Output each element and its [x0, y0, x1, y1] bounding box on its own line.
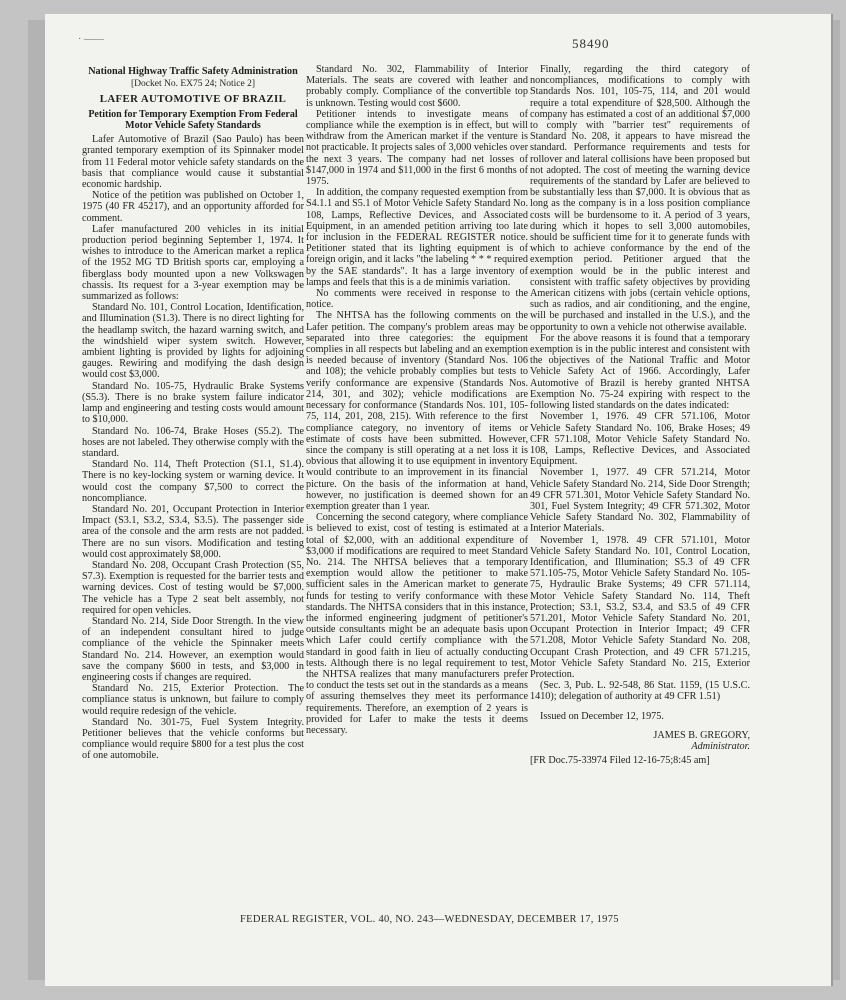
notice-subtitle: Petition for Temporary Exemption From Federal Motor Vehicle Safety Standards [88, 108, 298, 132]
paragraph: Standard No. 201, Occupant Protection in Interior Impact (S3.1, S3.2, S3.4, S3.5). The passenger side area of the console and the arm rests are not padded. There are no sun visors. Modification and testing would cost approximately $8,000. [82, 503, 304, 560]
paragraph: Notice of the petition was published on October 1, 1975 (40 FR 45217), and an opportunity afforded for comment. [82, 190, 304, 224]
column-1 [82, 64, 304, 762]
paragraph: Standard No. 101, Control Location, Identification, and Illumination (S1.3). There is no direct lighting for the headlamp switch, the hazard warning switch, and the windshield wiper system switch. However, ambient lighting is provided by lights for adjoining gauges. Rewiring and modifying the dash design would cost $3,000. [82, 302, 304, 381]
notice-title: LAFER AUTOMOTIVE OF BRAZIL [99, 92, 287, 105]
paragraph: November 1, 1978. 49 CFR 571.101, Motor Vehicle Safety Standard No. 101, Control Location, Identification, and Illumination; S5.3 of 49 CFR 571.105-75, Motor Vehicle Safety Standard No. 105-75, Hydraulic Brake Systems; 49 CFR 571.114, Motor Vehicle Safety Standard No. 114, Theft Protection; S3.1, S3.2, S3.4, and S3.5 of 49 CFR 571.201, Motor Vehicle Safety Standard No. 201, Occupant Protection in Interior Impact; 49 CFR 571.208, Motor Vehicle Safety Standard No. 208, Occupant Crash Protection, and 49 CFR 571.215, Motor Vehicle Safety Standard No. 215, Exterior Protection. [530, 534, 750, 680]
issued-date: Issued on December 12, 1975. [540, 710, 664, 722]
paragraph: Petitioner intends to investigate means of compliance while the exemption is in effect, but will withdraw from the American market if the venture is not practicable. It projects sales of 3,000 vehicles over the next 3 years. The company had net losses of $147,000 in 1974 and $11,000 in the first 6 months of 1975. [306, 108, 528, 188]
paragraph: In addition, the company requested exemption from S4.1.1 and S5.1 of Motor Vehicle Safety Standard No. 108, Lamps, Reflective Devices, and Associated Equipment, in an amended petition arriving too late for inclusion in the FEDERAL REGISTER notice. Petitioner stated that its lighting equipment is of foreign origin, and it lacks "the labeling * * * required by the SAE standards". It has a large inventory of lamps and feels that this is a de minimis variation. [306, 187, 528, 288]
paragraph: Standard No. 215, Exterior Protection. The compliance status is unknown, but failure to comply would require redesign of the vehicle. [82, 683, 304, 717]
docket-number: [Docket No. EX75 24; Notice 2] [131, 79, 255, 90]
paragraph: Standard No. 106-74, Brake Hoses (S5.2). The hoses are not labeled. They otherwise comply with the standard. [82, 425, 304, 459]
paragraph: Standard No. 214, Side Door Strength. In the view of an independent consultant hired to judge compliance of the vehicle the Spinnaker meets Standard No. 214. However, an exemption would save the company $600 in tests, and $3,000 in engineering costs if changes are required. [82, 615, 304, 683]
corner-mark: · —— [78, 34, 104, 45]
paragraph: Standard No. 105-75, Hydraulic Brake Systems (S5.3). There is no brake system failure indicator lamp and engineering and testing costs would amount to $10,000. [82, 380, 304, 426]
paragraph: Concerning the second category, where compliance is believed to exist, cost of testing is estimated at a total of $2,000, with an additional expenditure of $3,000 if modifications are required to meet Standard No. 214. The NHTSA believes that a temporary exemption would allow the petitioner to make sufficient sales in the American market to generate funds for testing to verify conformance with these standards. The NHTSA considers that in this instance, the informed engineering judgment of petitioner's outside consultants might be an adequate basis upon which Lafer could certify compliance with the standard in good faith in lieu of actually conducting tests. Although there is no legal requirement to test, the NHTSA realizes that many manufacturers prefer to conduct the tests set out in the standards as a means of assuring themselves they meet its performance requirements. Therefore, an exemption of 2 years is provided for Lafer to make the tests it deems necessary. [306, 512, 528, 736]
column-2 [306, 64, 528, 736]
page-footer: FEDERAL REGISTER, VOL. 40, NO. 243—WEDNESDAY, DECEMBER 17, 1975 [240, 914, 619, 925]
paragraph: No comments were received in response to the notice. [306, 288, 528, 311]
paragraph: Standard No. 208, Occupant Crash Protection (S5, S7.3). Exemption is requested for the barrier tests and warning devices. Cost of testing would be $7,000. The vehicle has a Type 2 seat belt assembly, not required for open vehicles. [82, 559, 304, 616]
fr-doc-number: [FR Doc.75-33974 Filed 12-16-75;8:45 am] [530, 755, 710, 767]
paragraph: November 1, 1977. 49 CFR 571.214, Motor Vehicle Safety Standard No. 214, Side Door Strength; 49 CFR 571.301, Motor Vehicle Safety Standard No. 301, Fuel System Integrity; 49 CFR 571.302, Motor Vehicle Safety Standard No. 302, Flammability of Interior Materials. [530, 467, 750, 535]
paragraph: Standard No. 302, Flammability of Interior Materials. The seats are covered with leather and probably comply. Compliance of the convertible top is unknown. Testing would cost $600. [306, 64, 528, 109]
paragraph: Lafer Automotive of Brazil (Sao Paulo) has been granted temporary exemption of its Spinnaker model from 11 Federal motor vehicle safety standards on the basis that compliance would cause it substantial economic hardship. [82, 134, 304, 191]
paragraph: November 1, 1976. 49 CFR 571.106, Motor Vehicle Safety Standard No. 106, Brake Hoses; 49 CFR 571.108, Motor Vehicle Safety Standard No. 108, Lamps, Reflective Devices, and Associated Equipment. [530, 411, 750, 468]
page-number: 58490 [572, 36, 610, 51]
paragraph: Standard No. 301-75, Fuel System Integrity. Petitioner believes that the vehicle conforms but compliance would require $800 for a test plus the cost of one automobile. [82, 716, 304, 762]
paragraph: The NHTSA has the following comments on the Lafer petition. The company's problem areas may be separated into three categories: the equipment complies in all respects but labeling and an exemption is needed because of inventory (Standard Nos. 106 and 108); the vehicle probably complies but tests to verify conformance are expensive (Standards Nos. 214, 301, and 302); vehicle modifications are necessary for conformance (Standards Nos. 101, 105-75, 114, 201, 208, 215). With reference to the first compliance category, no inventory of items or estimate of costs have been submitted. However, since the company is still operating at a net loss it is obvious that allowing it to use equipment in inventory would contribute to an improvement in its financial picture. On the basis of the information at hand, however, no justification is deemed shown for an exemption greater than 1 year. [306, 310, 528, 512]
agency-name: National Highway Traffic Safety Administration [88, 66, 298, 77]
column-3 [530, 64, 750, 766]
authority-citation: (Sec. 3, Pub. L. 92-548, 86 Stat. 1159, (15 U.S.C. 1410); delegation of authority at 49 CFR 1.51) [530, 680, 750, 703]
paragraph: Standard No. 114, Theft Protection (S1.1, S1.4). There is no key-locking system or warning device. It would cost the company $7,500 to correct the noncompliance. [82, 459, 304, 504]
paragraph: Finally, regarding the third category of noncompliances, modifications to comply with Standards Nos. 101, 105-75, 114, and 201 would require a total expenditure of $28,500. Although the company has estimated a cost of an additional $7,000 to comply with "barrier test" requirements of Standard No. 208, it appears to have misread the standard. Performance requirements and tests for rollover and lateral collisions have been proposed but not adopted. The cost of meeting the warning device requirements of the standard by Lafer are believed to be substantially less than $7,000. It is obvious that as long as the company is in a loss position compliance costs will be burdensome to it. A period of 3 years, during which it hopes to sell 3,000 automobiles, should be sufficient time for it to generate funds with which to achieve conformance by the end of the exemption period. Petitioner argued that the exemption would be in the public interest and consistent with traffic safety objectives by providing American citizens with jobs (certain vehicle options, such as radios, and air conditioning, and the engine, will be purchased and installed in the U.S.), and the opportunity to own a vehicle not otherwise available. [530, 64, 750, 333]
signer-name: JAMES B. GREGORY, [653, 729, 750, 741]
paragraph: Lafer manufactured 200 vehicles in its initial production period beginning September 1, 1974. It wishes to introduce to the American market a replica of the 1952 MG TD British sports car, employing a fiberglass body mounted upon a new Volkswagen chassis. Its request for a 3-year exemption may be summarized as follows: [82, 223, 304, 303]
signer-role: Administrator. [691, 740, 750, 752]
paragraph: For the above reasons it is found that a temporary exemption is in the public interest and consistent with the objectives of the National Traffic and Motor Vehicle Safety Act of 1966. Accordingly, Lafer Automotive of Brazil is hereby granted NHTSA Exemption No. 75-24 expiring with respect to the following listed standards on the dates indicated: [530, 332, 750, 412]
